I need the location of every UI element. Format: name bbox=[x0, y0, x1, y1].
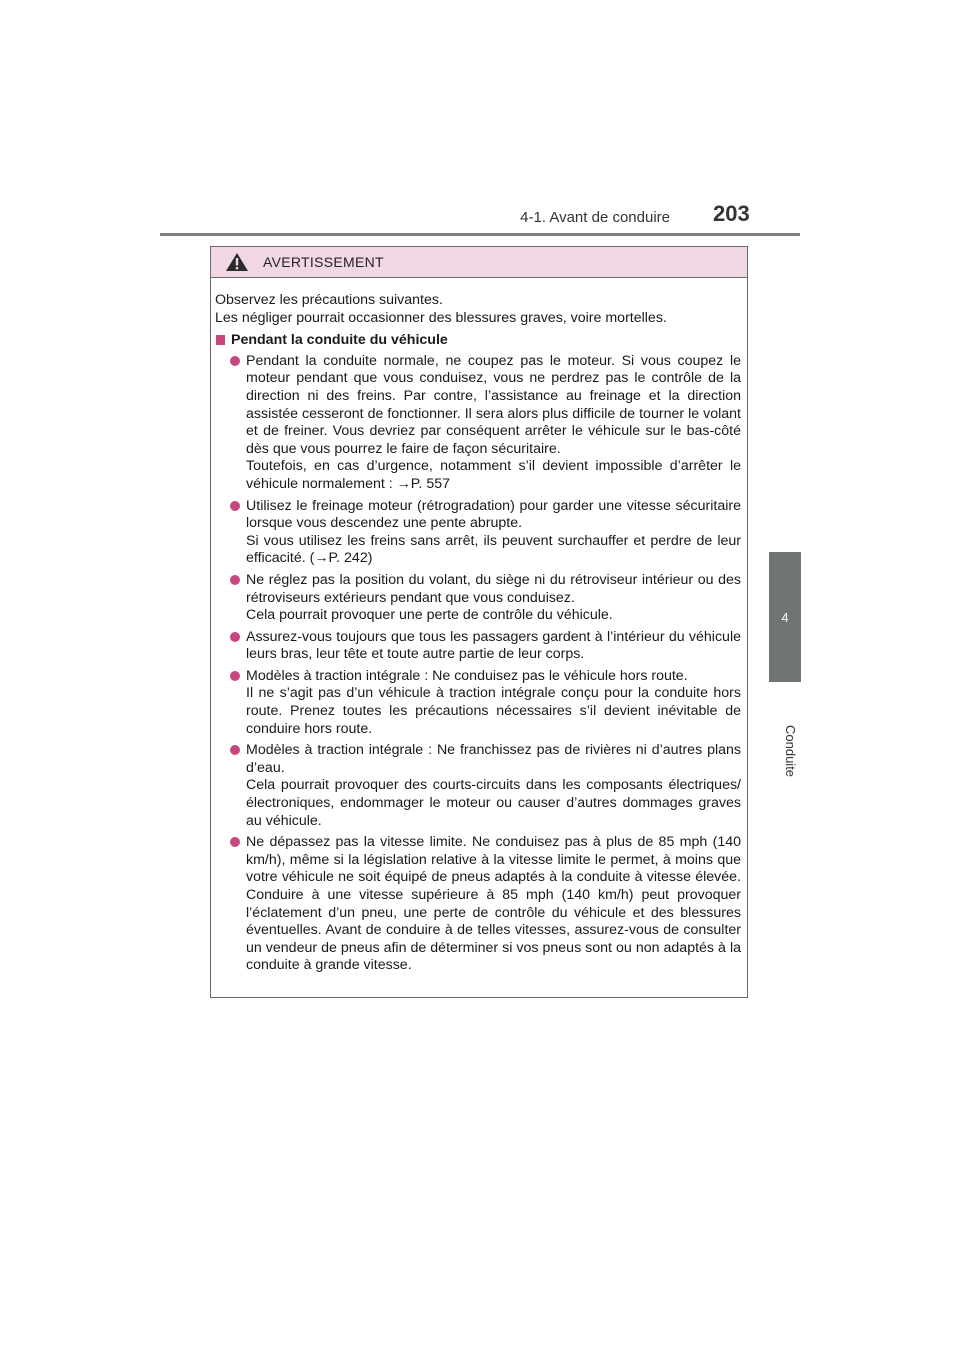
warning-box bbox=[210, 246, 748, 998]
warning-body bbox=[211, 278, 747, 975]
warning-title: AVERTISSEMENT bbox=[263, 254, 384, 270]
warning-header bbox=[211, 247, 747, 278]
square-bullet-icon bbox=[216, 335, 225, 345]
section-heading bbox=[215, 332, 741, 350]
bullet-paragraph: Il ne s’agit pas d’un véhicule à traction intégrale conçu pour la conduite hors route. Prenez toutes les précautions nécessaires s’il devient inévitable de conduire hors route. bbox=[246, 685, 741, 737]
list-item bbox=[215, 572, 741, 625]
list-item bbox=[215, 629, 741, 664]
bullet-dot-icon bbox=[230, 671, 240, 681]
chapter-label: Conduite bbox=[783, 724, 798, 778]
bullet-paragraph: Ne réglez pas la position du volant, du siège ni du rétroviseur intérieur ou des rétroviseurs extérieurs pendant que vous conduisez. bbox=[246, 571, 741, 606]
list-item bbox=[215, 742, 741, 830]
warning-intro bbox=[215, 292, 741, 327]
bullet-paragraph: Si vous utilisez les freins sans arrêt, ils peuvent surchauffer et perdre de leur efficacité. (→P. 242) bbox=[246, 532, 741, 567]
list-item bbox=[215, 834, 741, 975]
bullet-dot-icon bbox=[230, 837, 240, 847]
section-title: 4-1. Avant de conduire bbox=[520, 209, 670, 226]
bullet-paragraph: Pendant la conduite normale, ne coupez pas le moteur. Si vous coupez le moteur pendant que vous conduisez, vous ne perdrez pas le contrôle de la direction ni des freins. Par contre, l’assistance au freinage et la direction assistée cesseront de fonctionner. Il sera alors plus difficile de tourner le volant et de freiner. Vous devriez par conséquent arrêter le véhicule sur le bas-côté dès que vous pourrez le faire de façon sécuritaire. bbox=[246, 352, 741, 457]
bullet-dot-icon bbox=[230, 501, 240, 511]
warning-triangle-icon bbox=[225, 252, 249, 272]
bullet-paragraph: Toutefois, en cas d’urgence, notamment s’il devient impossible d’arrêter le véhicule normalement : →P. 557 bbox=[246, 458, 741, 492]
bullet-paragraph: Cela pourrait provoquer des courts-circuits dans les composants électriques/électroniques, endommager le moteur ou causer d’autres dommages graves au véhicule. bbox=[246, 777, 741, 829]
bullet-dot-icon bbox=[230, 632, 240, 642]
bullet-paragraph: Assurez-vous toujours que tous les passagers gardent à l’intérieur du véhicule leurs bras, leur tête et toute autre partie de leur corps. bbox=[246, 628, 741, 663]
list-item bbox=[215, 353, 741, 494]
bullet-dot-icon bbox=[230, 575, 240, 585]
bullet-paragraph: Modèles à traction intégrale : Ne franchissez pas de rivières ni d’autres plans d’eau. bbox=[246, 742, 741, 776]
list-item bbox=[215, 668, 741, 738]
list-item bbox=[215, 498, 741, 568]
bullet-paragraph: Modèles à traction intégrale : Ne conduisez pas le véhicule hors route. bbox=[246, 667, 688, 684]
bullet-dot-icon bbox=[230, 745, 240, 755]
bullet-dot-icon bbox=[230, 356, 240, 366]
bullet-paragraph: Utilisez le freinage moteur (rétrogradation) pour garder une vitesse sécuritaire lorsque vous descendez une pente abrupte. bbox=[246, 497, 741, 532]
section-heading-text: Pendant la conduite du véhicule bbox=[231, 332, 448, 349]
intro-line: Les négliger pourrait occasionner des blessures graves, voire mortelles. bbox=[215, 309, 667, 326]
chapter-tab bbox=[769, 552, 801, 682]
page-number: 203 bbox=[713, 201, 750, 226]
chapter-number: 4 bbox=[781, 609, 789, 625]
header-rule bbox=[160, 233, 800, 236]
intro-line: Observez les précautions suivantes. bbox=[215, 292, 443, 308]
bullet-paragraph: Ne dépassez pas la vitesse limite. Ne conduisez pas à plus de 85 mph (140 km/h), même si la législation relative à la vitesse limite le permet, à moins que votre véhicule ne soit équipé de pneus adaptés à la conduite à vitesse élevée. Conduire à une vitesse supérieure à 85 mph (140 km/h) peut provoquer l’éclatement d’un pneu, une perte de contrôle du véhicule et des blessures éventuelles. Avant de conduire à de telles vitesses, assurez-vous de consulter un vendeur de pneus afin de déterminer si vos pneus sont ou non adaptés à la conduite à grande vitesse. bbox=[246, 834, 741, 974]
bullet-paragraph: Cela pourrait provoquer une perte de contrôle du véhicule. bbox=[246, 607, 613, 624]
